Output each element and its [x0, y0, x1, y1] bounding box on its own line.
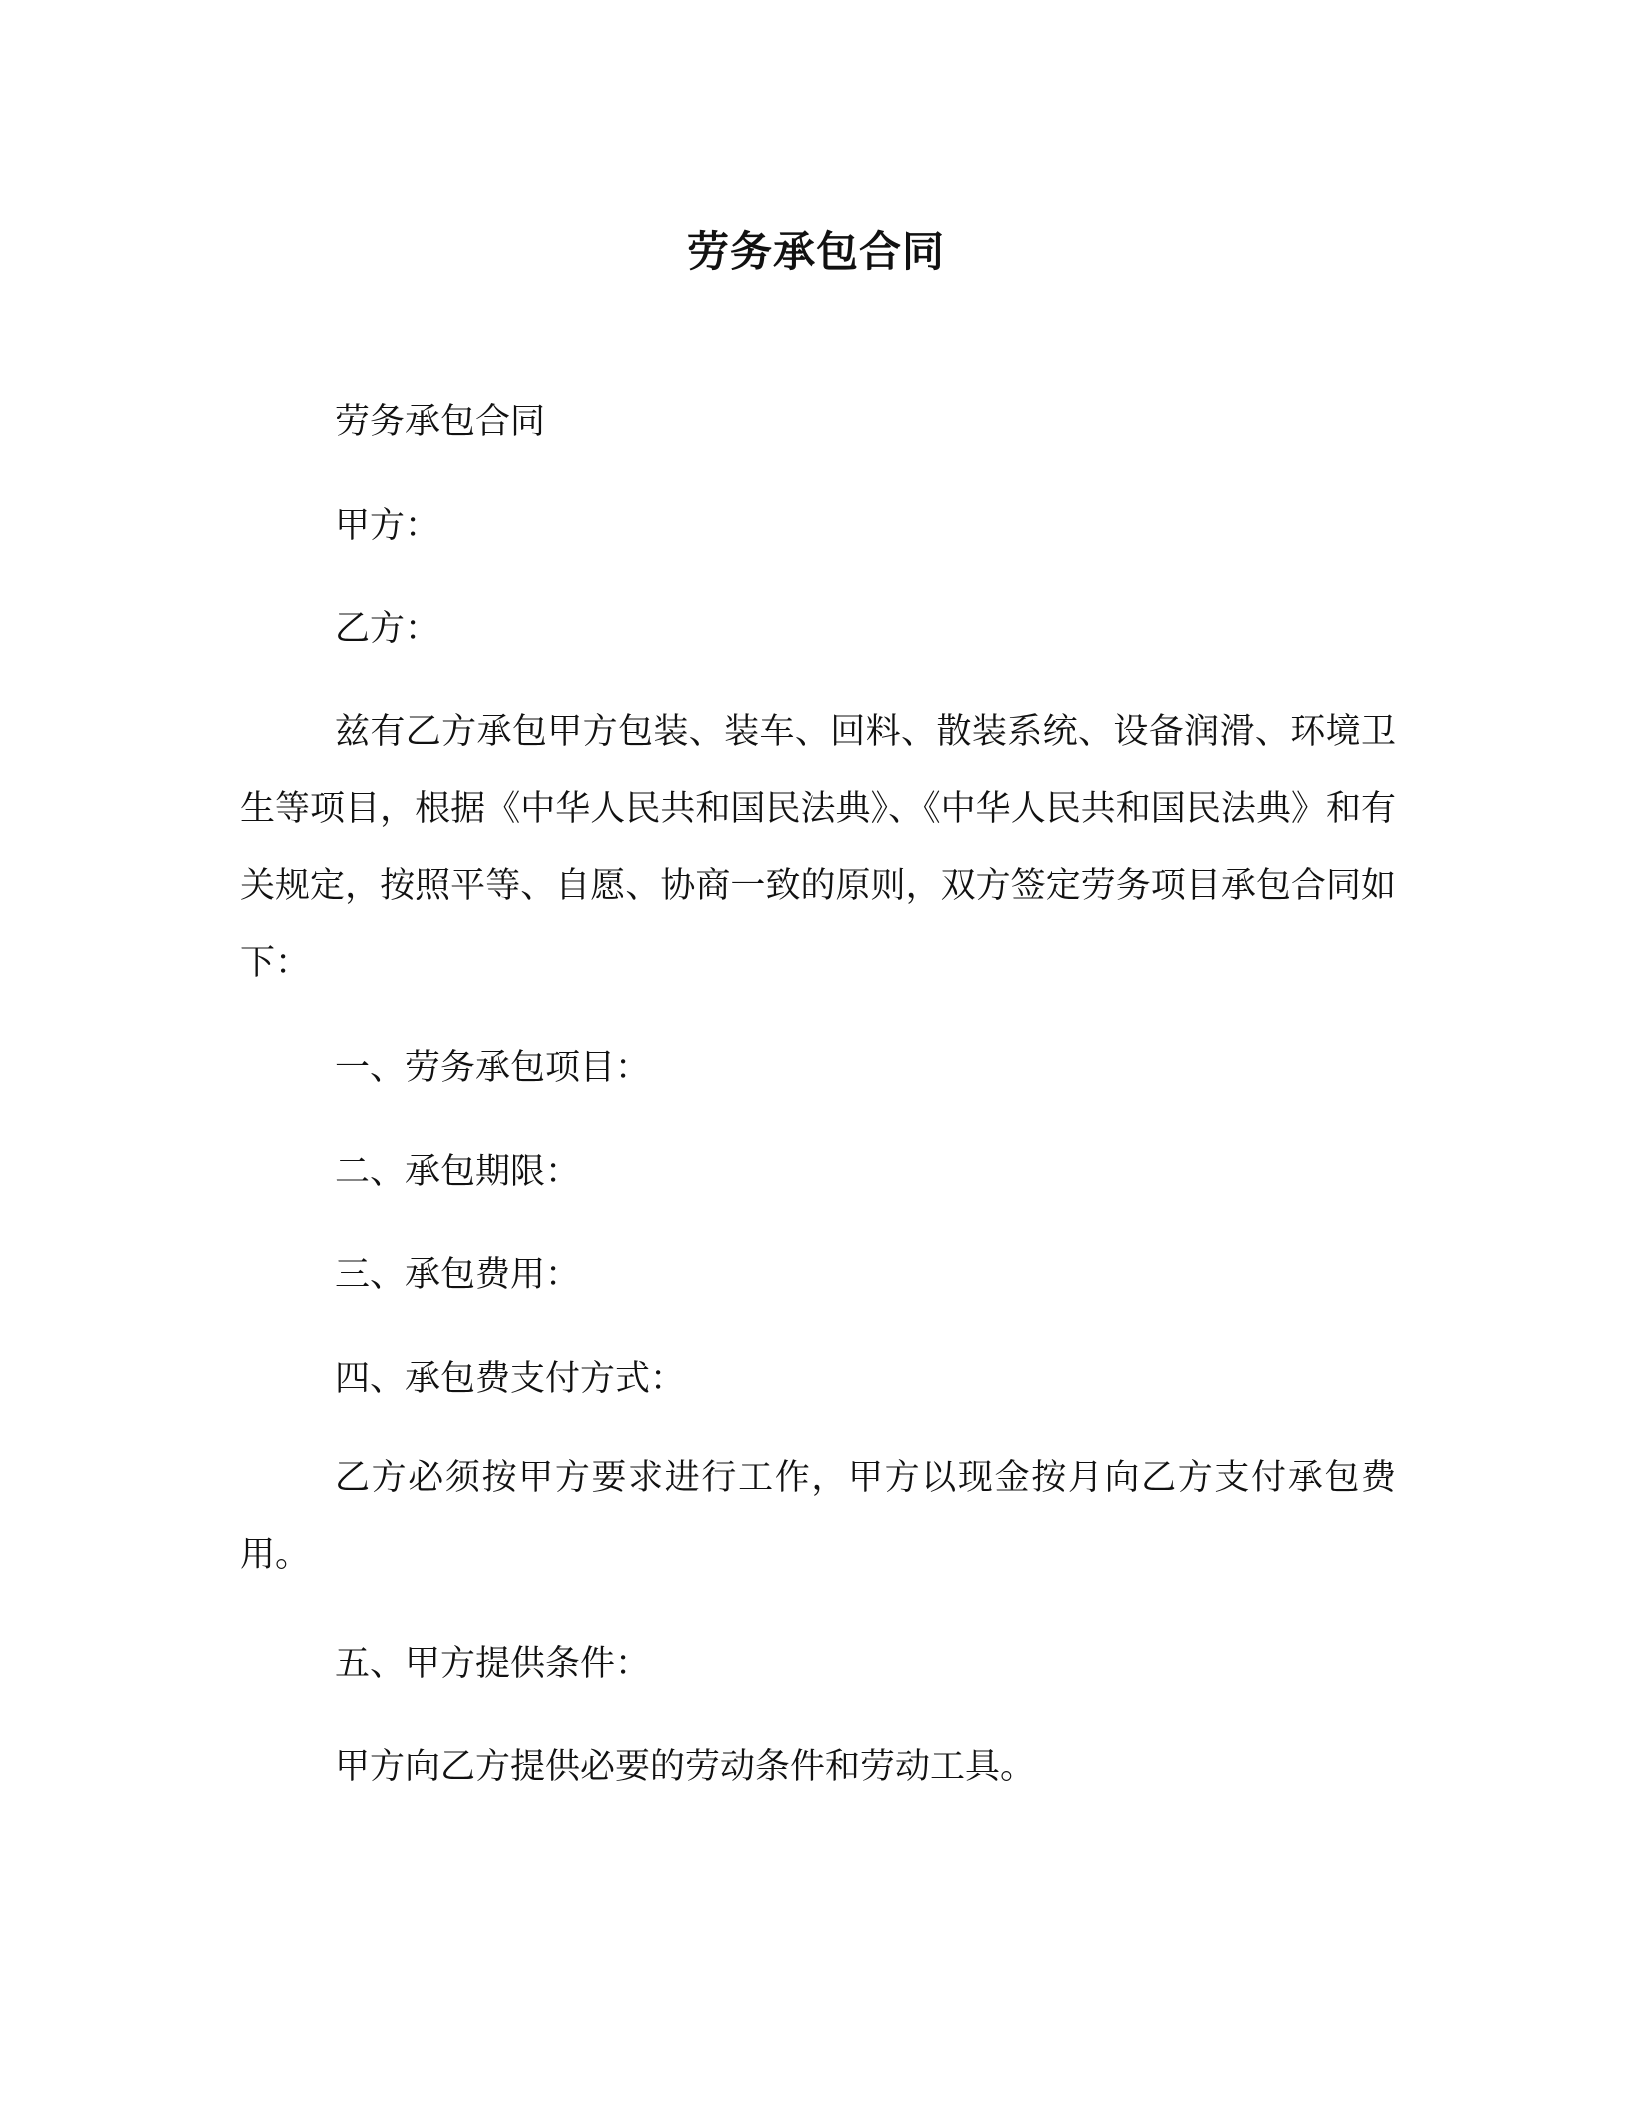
contract-name: 劳务承包合同	[335, 402, 546, 442]
document-title: 劳务承包合同	[686, 227, 945, 276]
section-3-heading: 三、承包费用：	[335, 1255, 581, 1295]
party-a-label: 甲方：	[335, 506, 441, 546]
intro-paragraph: 兹有乙方承包甲方包装、装车、回料、散装系统、设备润滑、环境卫生等项目，根据《中华人民共和国民法典》、《中华人民共和国民法典》和有关规定，按照平等、自愿、协商一致的原则，双方签定劳务项目承包合同如下：	[240, 712, 1396, 983]
party-b-label: 乙方：	[335, 609, 441, 649]
section-4-body: 乙方必须按甲方要求进行工作，甲方以现金按月向乙方支付承包费用。	[240, 1458, 1396, 1575]
section-4-heading: 四、承包费支付方式：	[335, 1359, 686, 1399]
section-5-body: 甲方向乙方提供必要的劳动条件和劳动工具。	[335, 1747, 1036, 1787]
section-5-heading: 五、甲方提供条件：	[335, 1644, 651, 1684]
section-1-heading: 一、劳务承包项目：	[335, 1048, 651, 1088]
section-2-heading: 二、承包期限：	[335, 1152, 581, 1192]
